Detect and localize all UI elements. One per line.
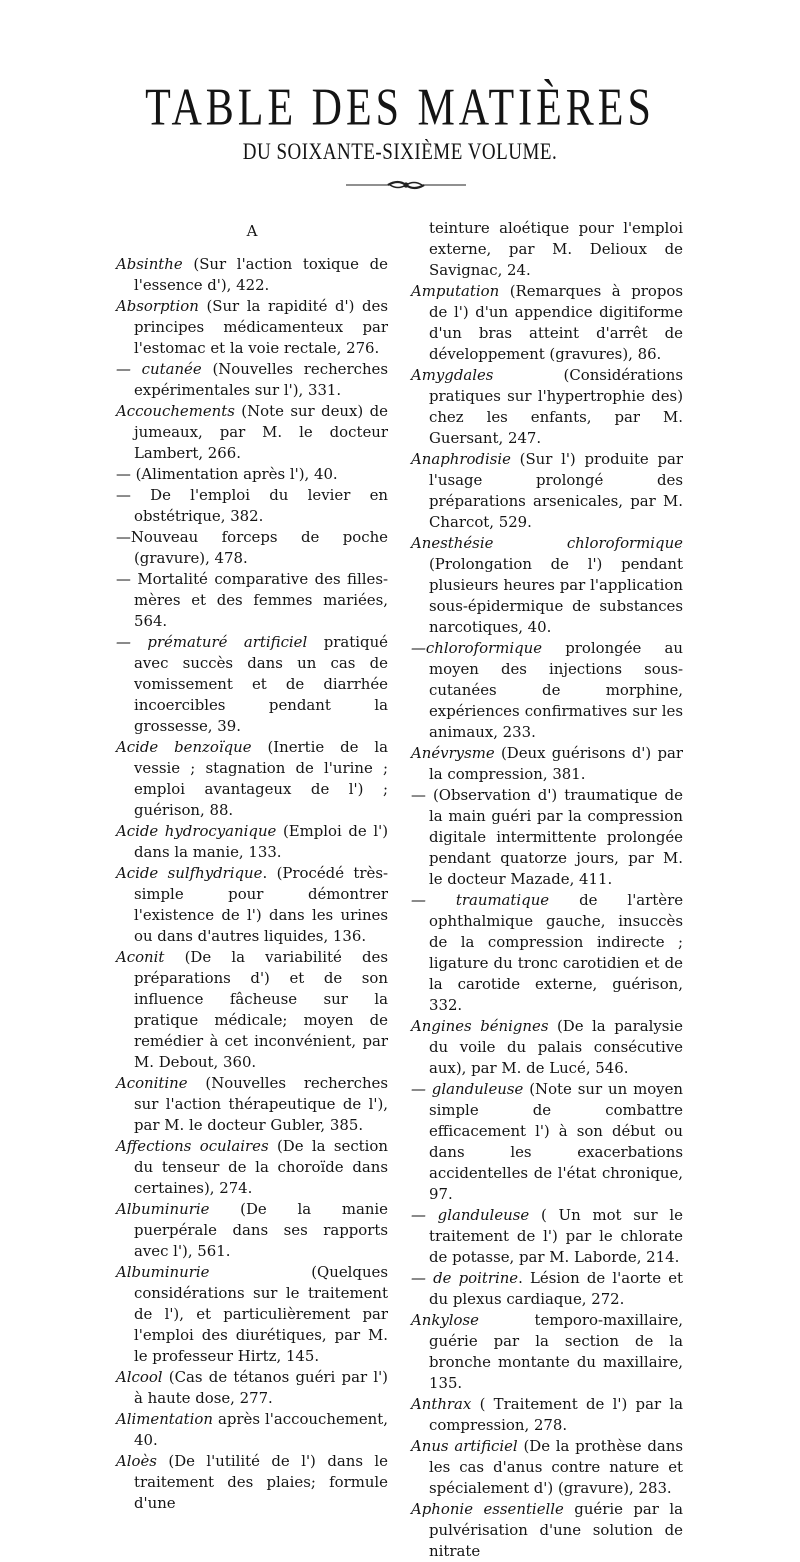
entry-text: (Quelques considérations sur le traitement de l'), et particulièrement par l'emploi des diurétiques, par M. le professeur Hirtz, 145. [134, 1263, 388, 1365]
entry-text: (De l'utilité de l') dans le traitement des plaies; formule d'une [134, 1452, 388, 1512]
index-entry [116, 485, 388, 527]
entry-term: Anévrysme [411, 744, 495, 762]
entry-term: Albuminurie [116, 1263, 210, 1281]
entry-text: (Note sur un moyen simple de combattre efficacement l') à son début ou dans les exacerbations accidentelles de l'état chronique, 97. [429, 1080, 683, 1203]
entry-term: Ankylose [411, 1311, 479, 1329]
index-entry [411, 1310, 683, 1394]
index-entry [116, 1136, 388, 1199]
entry-text: (Prolongation de l') pendant plusieurs heures par l'application sous-épidermique de substances narcotiques, 40. [429, 555, 683, 636]
entry-term: Acide benzoïque [116, 738, 252, 756]
entry-term: — glanduleuse [411, 1080, 524, 1098]
entry-text: (De la manie puerpérale dans ses rapports avec l'), 561. [134, 1200, 388, 1260]
entry-text: après l'accouchement, 40. [134, 1410, 388, 1449]
page-title: TABLE DES MATIÈRES [145, 79, 655, 137]
index-entry [411, 743, 683, 785]
entry-term: — de poitrine [411, 1269, 519, 1287]
entry-term: Aconit [116, 948, 165, 966]
entry-text: ( Un mot sur le traitement de l') par le chlorate de potasse, par M. Laborde, 214. [429, 1206, 683, 1266]
entry-text: (De la section du tenseur de la choroïde dans certaines), 274. [134, 1137, 388, 1197]
index-entry-continuation: teinture aloétique pour l'emploi externe, par M. Delioux de Savignac, 24. [429, 219, 683, 279]
index-entry [116, 863, 388, 947]
entry-term: Accouchements [116, 402, 235, 420]
index-column-right [411, 218, 683, 1562]
entry-text: — Mortalité comparative des filles-mères et des femmes mariées, 564. [116, 570, 388, 630]
entry-text: (Nouvelles recherches expérimentales sur l'), 331. [134, 360, 388, 399]
entry-term: Affections oculaires [116, 1137, 269, 1155]
index-entry [411, 1079, 683, 1205]
entry-term: Alimentation [116, 1410, 213, 1428]
index-entry [411, 1436, 683, 1499]
entry-text: (Inertie de la vessie ; stagnation de l'urine ; emploi avantageux de l') ; guérison, 88. [134, 738, 388, 819]
entry-text: de l'artère ophthalmique gauche, insuccès de la compression indirecte ; ligature du tronc carotidien et de la carotide externe, guérison, 332. [429, 891, 684, 1014]
index-entry [116, 1451, 388, 1514]
index-entry [411, 785, 683, 890]
entry-term: —chloroformique [411, 639, 543, 657]
entry-text: (Emploi de l') dans la manie, 133. [134, 822, 388, 861]
entry-text: (De la prothèse dans les cas d'anus contre nature et spécialement d') (gravure), 283. [429, 1437, 683, 1497]
entry-term: Angines bénignes [411, 1017, 549, 1035]
index-entry [116, 1262, 388, 1367]
entry-term: Amygdales [411, 366, 494, 384]
index-entry [116, 821, 388, 863]
index-entry [116, 569, 388, 632]
entry-text: — De l'emploi du levier en obstétrique, 382. [116, 486, 388, 525]
entry-term: Acide hydrocyanique [116, 822, 277, 840]
entry-term: Anthrax [411, 1395, 472, 1413]
entry-text: guérie par la pulvérisation d'une solution de nitrate [429, 1500, 683, 1560]
entry-term: Absorption [116, 297, 199, 315]
entry-term: — prématuré artificiel [116, 633, 308, 651]
index-entry [116, 296, 388, 359]
entry-text: (De la variabilité des préparations d') et de son influence fâcheuse sur la pratique médicale; moyen de remédier à cet inconvénient, par M. Debout, 360. [134, 948, 388, 1071]
entry-text: (Sur la rapidité d') des principes médicamenteux par l'estomac et la voie rectale, 276. [134, 297, 388, 357]
entry-text: — (Observation d') traumatique de la main guéri par la compression digitale intermittente prolongée pendant quatorze jours, par M. le docteur Mazade, 411. [411, 786, 683, 888]
entry-term: Aconitine [116, 1074, 188, 1092]
entry-list-left [116, 254, 388, 1514]
index-entry [411, 533, 683, 638]
entry-text: . (Procédé très-simple pour démontrer l'existence de l') dans les urines ou dans d'autres liquides, 136. [134, 864, 388, 945]
entry-text: temporo-maxillaire, guérie par la section de la bronche montante du maxillaire, 135. [429, 1311, 683, 1392]
index-entry [411, 1394, 683, 1436]
index-entry [116, 359, 388, 401]
index-column-left [116, 218, 388, 1514]
entry-text: prolongée au moyen des injections sous-cutanées de morphine, expériences confirmatives sur les animaux, 233. [429, 639, 683, 741]
index-entry [411, 281, 683, 365]
index-entry [116, 1199, 388, 1262]
entry-term: Absinthe [116, 255, 183, 273]
index-entry [116, 254, 388, 296]
entry-term: — glanduleuse [411, 1206, 530, 1224]
index-entry [116, 401, 388, 464]
index-entry [116, 1409, 388, 1451]
index-entry [116, 737, 388, 821]
index-entry [116, 1073, 388, 1136]
page-subtitle: DU SOIXANTE-SIXIÈME VOLUME. [242, 140, 558, 166]
ornament-divider [346, 178, 466, 192]
entry-text: (Deux guérisons d') par la compression, 381. [429, 744, 683, 783]
entry-text: (Remarques à propos de l') d'un appendice digitiforme d'un bras atteint d'arrêt de développement (gravures), 86. [429, 282, 683, 363]
index-entry [116, 527, 388, 569]
entry-term: Aphonie essentielle [411, 1500, 564, 1518]
entry-term: Amputation [411, 282, 500, 300]
entry-text: (Sur l') produite par l'usage prolongé des préparations arsenicales, par M. Charcot, 529. [429, 450, 683, 531]
index-entry [411, 890, 683, 1016]
entry-term: Anus artificiel [411, 1437, 518, 1455]
entry-term: Aloès [116, 1452, 157, 1470]
entry-term: — cutanée [116, 360, 202, 378]
entry-text: (Nouvelles recherches sur l'action thérapeutique de l'), par M. le docteur Gubler, 385. [134, 1074, 388, 1134]
index-entry [411, 365, 683, 449]
index-entry [411, 1205, 683, 1268]
entry-text: (Cas de tétanos guéri par l') à haute dose, 277. [134, 1368, 388, 1407]
entry-list-right [411, 281, 683, 1562]
entry-text: (Note sur deux) de jumeaux, par M. le docteur Lambert, 266. [134, 402, 388, 462]
index-entry [116, 1367, 388, 1409]
entry-text: —Nouveau forceps de poche (gravure), 478. [116, 528, 388, 567]
entry-text: — (Alimentation après l'), 40. [116, 465, 338, 483]
entry-text: . Lésion de l'aorte et du plexus cardiaque, 272. [429, 1269, 683, 1308]
entry-text: ( Traitement de l') par la compression, 278. [429, 1395, 683, 1434]
index-entry [411, 449, 683, 533]
index-entry [411, 638, 683, 743]
entry-term: Anesthésie chloroformique [411, 534, 683, 552]
entry-text: (Sur l'action toxique de l'essence d'), 422. [134, 255, 388, 294]
index-entry [116, 947, 388, 1073]
entry-term: Albuminurie [116, 1200, 210, 1218]
entry-term: — traumatique [411, 891, 550, 909]
entry-text: pratiqué avec succès dans un cas de vomissement et de diarrhée incoercibles pendant la grossesse, 39. [134, 633, 388, 735]
index-entry [411, 1268, 683, 1310]
entry-text: (Considérations pratiques sur l'hypertrophie des) chez les enfants, par M. Guersant, 247. [429, 366, 683, 447]
entry-text: (De la paralysie du voile du palais consécutive aux), par M. de Lucé, 546. [429, 1017, 683, 1077]
entry-term: Alcool [116, 1368, 163, 1386]
index-entry [116, 632, 388, 737]
entry-term: Anaphrodisie [411, 450, 511, 468]
index-entry [116, 464, 388, 485]
section-letter: A [246, 222, 258, 240]
index-entry [411, 1016, 683, 1079]
index-entry [411, 1499, 683, 1562]
entry-term: Acide sulfhydrique [116, 864, 263, 882]
